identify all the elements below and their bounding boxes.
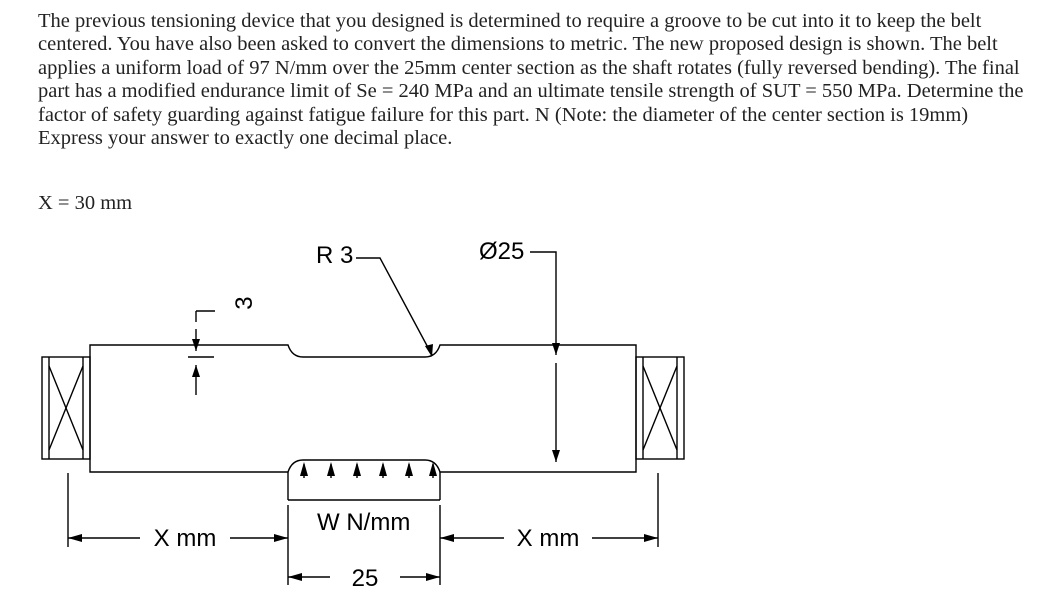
right-span-label: X mm bbox=[516, 525, 580, 552]
left-bearing bbox=[42, 357, 90, 459]
diameter-leader bbox=[530, 252, 556, 355]
left-span-label: X mm bbox=[153, 525, 217, 552]
given-value: X = 30 mm bbox=[38, 192, 133, 214]
radius-leader bbox=[356, 258, 432, 355]
right-bearing bbox=[636, 357, 684, 459]
problem-text: The previous tensioning device that you designed is determined to require a groove to be cut into it to keep the belt centered. You have also been asked to convert the dimensions to metric. The new proposed design is shown. The belt applies a uniform load of 97 N/mm over the 25mm center section as the shaft rotates (fully reversed bending). The final part has a modified endurance limit of Se = 240 MPa and an ultimate tensile strength of SUT = 550 MPa. Determine the factor of safety guarding against fatigue failure for this part. N (Note: the diameter of the center section is 19mm) Express your answer to exactly one decimal place. bbox=[38, 10, 1024, 150]
center-span-label: 25 bbox=[351, 565, 379, 592]
diameter-label: Ø25 bbox=[479, 238, 525, 265]
step-label: 3 bbox=[231, 296, 258, 310]
load-label: W N/mm bbox=[317, 509, 411, 536]
radius-label: R 3 bbox=[316, 242, 354, 269]
